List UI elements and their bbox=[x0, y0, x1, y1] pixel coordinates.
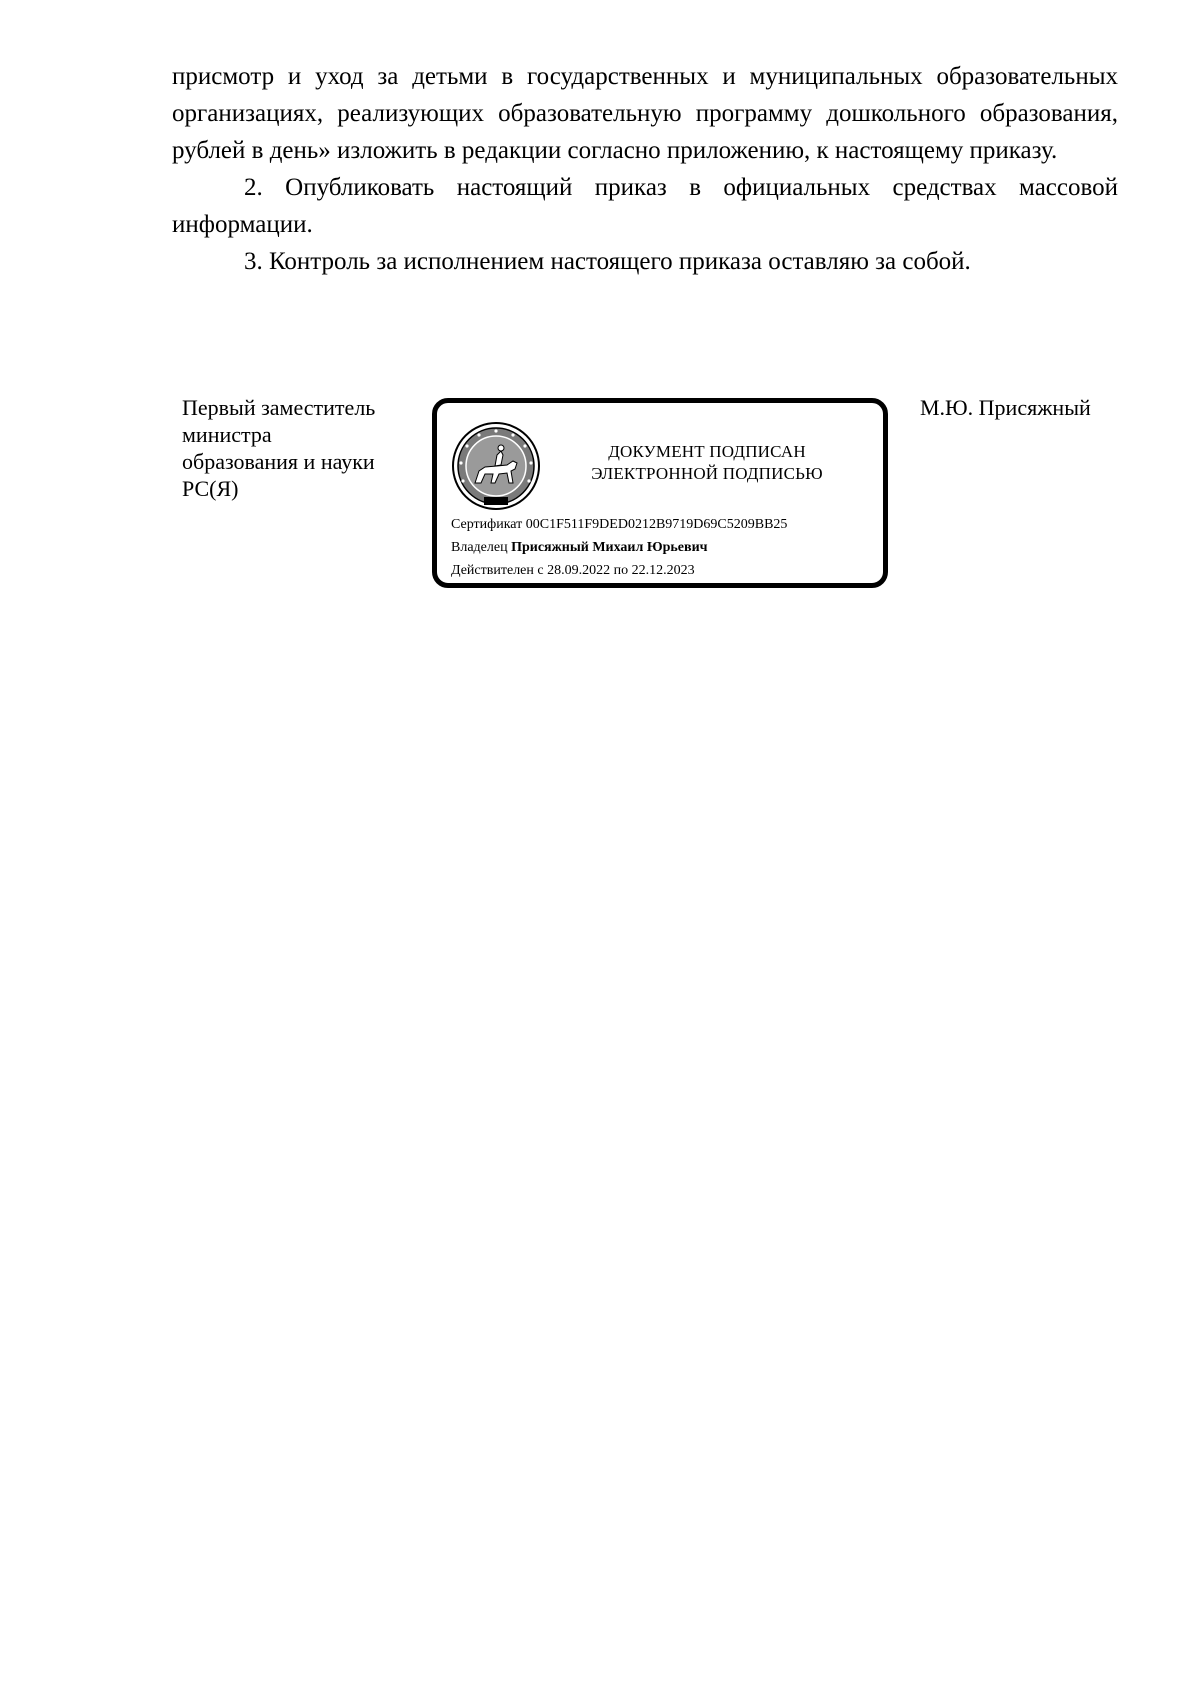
owner-label: Владелец bbox=[451, 540, 508, 555]
electronic-signature-stamp bbox=[432, 398, 888, 588]
document-body bbox=[172, 58, 1118, 280]
stamp-heading-line: ЭЛЕКТРОННОЙ ПОДПИСЬЮ bbox=[591, 464, 823, 483]
valid-to: 22.12.2023 bbox=[631, 563, 695, 578]
valid-label: Действителен bbox=[451, 563, 534, 578]
signer-title-line: РС(Я) bbox=[182, 476, 239, 501]
certificate-value: 00C1F511F9DED0212B9719D69C5209BB25 bbox=[525, 517, 788, 532]
stamp-details bbox=[451, 513, 881, 582]
certificate-row bbox=[451, 513, 881, 536]
signer-name: М.Ю. Присяжный bbox=[920, 395, 1091, 420]
paragraph-3: 3. Контроль за исполнением настоящего приказа оставляю за собой. bbox=[244, 248, 971, 275]
certificate-label: Сертификат bbox=[451, 517, 523, 532]
valid-from-label: с bbox=[537, 563, 544, 578]
validity-row bbox=[451, 559, 881, 582]
paragraph-2: 2. Опубликовать настоящий приказ в официальных средствах массовой информации. bbox=[172, 174, 1118, 238]
seal-graphic bbox=[451, 421, 541, 511]
coat-of-arms-icon bbox=[451, 421, 541, 511]
signer-title-line: образования и науки bbox=[182, 449, 375, 474]
owner-row bbox=[451, 536, 881, 559]
stamp-heading-line: ДОКУМЕНТ ПОДПИСАН bbox=[608, 442, 806, 461]
owner-value: Присяжный Михаил Юрьевич bbox=[511, 540, 708, 555]
valid-from: 28.09.2022 bbox=[547, 563, 611, 578]
signer-title bbox=[182, 394, 412, 502]
paragraph-1: присмотр и уход за детьми в государственных и муниципальных образовательных организациях, реализующих образовательную программу дошкольного образования, рублей в день» изложить в редакции согласно приложению, к настоящему приказу. bbox=[172, 63, 1118, 164]
stamp-heading bbox=[547, 441, 867, 485]
signer-title-line: Первый заместитель bbox=[182, 395, 376, 420]
valid-to-label: по bbox=[613, 563, 629, 578]
signer-title-line: министра bbox=[182, 422, 272, 447]
